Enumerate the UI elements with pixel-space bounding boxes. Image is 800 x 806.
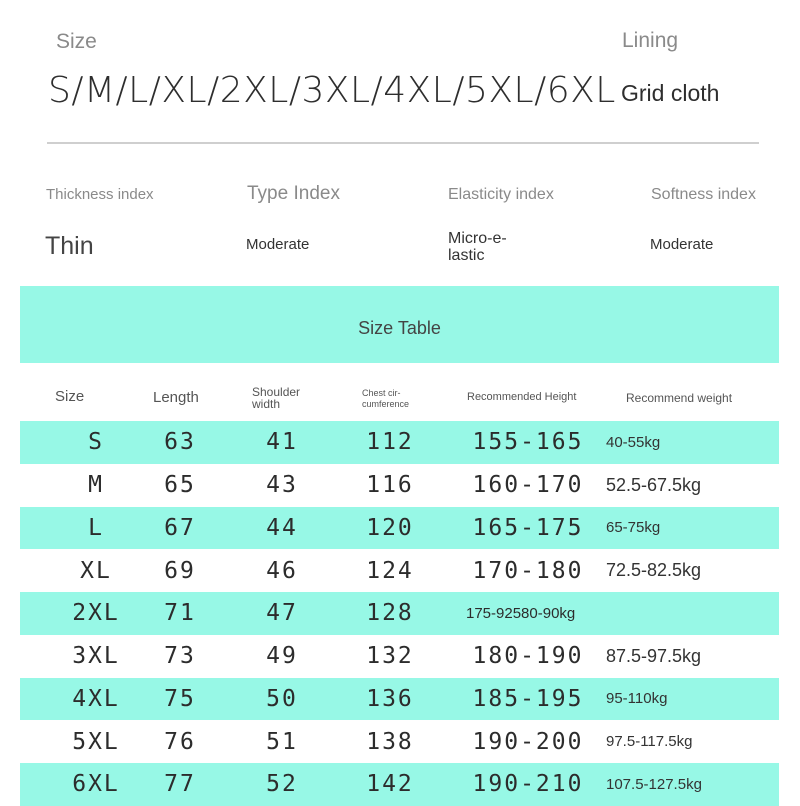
cell-chest: 128 xyxy=(366,600,414,627)
divider xyxy=(47,142,759,144)
cell-length: 65 xyxy=(164,472,196,499)
table-row xyxy=(20,421,779,464)
cell-height: 160-170 xyxy=(472,472,584,499)
cell-weight: 52.5-67.5kg xyxy=(606,474,702,495)
thickness-index-label: Thickness index xyxy=(46,186,154,203)
type-index-value: Moderate xyxy=(246,236,310,253)
cell-chest: 138 xyxy=(366,728,414,755)
column-header-height: Recommended Height xyxy=(467,391,577,403)
cell-shoulder: 52 xyxy=(266,771,298,798)
column-header-shoulder: Shoulder width xyxy=(252,385,301,411)
cell-size: L xyxy=(88,514,104,541)
cell-height: 155-165 xyxy=(472,429,584,456)
cell-weight: 87.5-97.5kg xyxy=(606,645,702,666)
cell-length: 76 xyxy=(164,728,196,755)
table-row xyxy=(20,507,779,550)
table-row xyxy=(20,720,779,763)
lining-label: Lining xyxy=(622,29,679,52)
cell-size: 4XL xyxy=(72,685,120,712)
cell-size: 5XL xyxy=(72,728,120,755)
cell-size: M xyxy=(88,472,104,499)
cell-size: 6XL xyxy=(72,771,120,798)
cell-length: 63 xyxy=(164,429,196,456)
cell-length: 75 xyxy=(164,685,196,712)
cell-weight: 40-55kg xyxy=(606,433,661,451)
lining-value: Grid cloth xyxy=(621,80,720,106)
cell-length: 67 xyxy=(164,514,196,541)
size-table xyxy=(20,421,779,806)
table-row xyxy=(20,678,779,721)
cell-chest: 112 xyxy=(366,429,414,456)
table-row xyxy=(20,464,779,507)
cell-size: 3XL xyxy=(72,643,120,670)
cell-height: 180-190 xyxy=(472,643,584,670)
size-value: S/M/L/XL/2XL/3XL/4XL/5XL/6XL xyxy=(48,70,616,111)
cell-shoulder: 50 xyxy=(266,685,298,712)
cell-shoulder: 41 xyxy=(266,429,298,456)
cell-chest: 116 xyxy=(366,472,414,499)
cell-weight: 95-110kg xyxy=(606,690,668,708)
cell-shoulder: 43 xyxy=(266,472,298,499)
elasticity-index-label: Elasticity index xyxy=(448,186,554,203)
column-header-length: Length xyxy=(153,389,199,406)
cell-size: S xyxy=(88,429,104,456)
cell-weight: 97.5-117.5kg xyxy=(606,733,693,751)
cell-height: 190-210 xyxy=(472,771,584,798)
cell-weight: 107.5-127.5kg xyxy=(606,775,702,793)
type-index-label: Type Index xyxy=(247,183,340,204)
cell-height: 190-200 xyxy=(472,728,584,755)
cell-size: XL xyxy=(80,557,112,584)
cell-length: 69 xyxy=(164,557,196,584)
cell-chest: 120 xyxy=(366,514,414,541)
size-table-title: Size Table xyxy=(358,318,441,338)
cell-shoulder: 51 xyxy=(266,728,298,755)
cell-shoulder: 49 xyxy=(266,643,298,670)
cell-length: 73 xyxy=(164,643,196,670)
cell-height: 175-92580-90kg xyxy=(466,604,576,622)
cell-height: 170-180 xyxy=(472,557,584,584)
cell-height: 185-195 xyxy=(472,685,584,712)
column-header-weight: Recommend weight xyxy=(626,391,733,405)
column-header-chest: Chest cir-cumference xyxy=(362,388,410,409)
cell-length: 71 xyxy=(164,600,196,627)
thickness-index-value: Thin xyxy=(45,232,94,260)
cell-chest: 142 xyxy=(366,771,414,798)
table-row xyxy=(20,763,779,806)
cell-weight: 65-75kg xyxy=(606,519,661,537)
cell-shoulder: 44 xyxy=(266,514,298,541)
cell-length: 77 xyxy=(164,771,196,798)
table-row xyxy=(20,592,779,635)
cell-shoulder: 47 xyxy=(266,600,298,627)
cell-shoulder: 46 xyxy=(266,557,298,584)
table-row xyxy=(20,635,779,678)
cell-chest: 132 xyxy=(366,643,414,670)
softness-index-label: Softness index xyxy=(651,186,756,203)
size-label: Size xyxy=(56,30,97,53)
table-row xyxy=(20,549,779,592)
cell-weight: 72.5-82.5kg xyxy=(606,560,702,581)
cell-height: 165-175 xyxy=(472,514,584,541)
column-header-size: Size xyxy=(55,388,85,405)
cell-chest: 124 xyxy=(366,557,414,584)
cell-chest: 136 xyxy=(366,685,414,712)
size-table-banner xyxy=(20,286,779,363)
cell-size: 2XL xyxy=(72,600,120,627)
elasticity-index-value: Micro-e-lastic xyxy=(448,230,507,264)
cell-weight xyxy=(606,592,766,635)
softness-index-value: Moderate xyxy=(650,236,714,253)
